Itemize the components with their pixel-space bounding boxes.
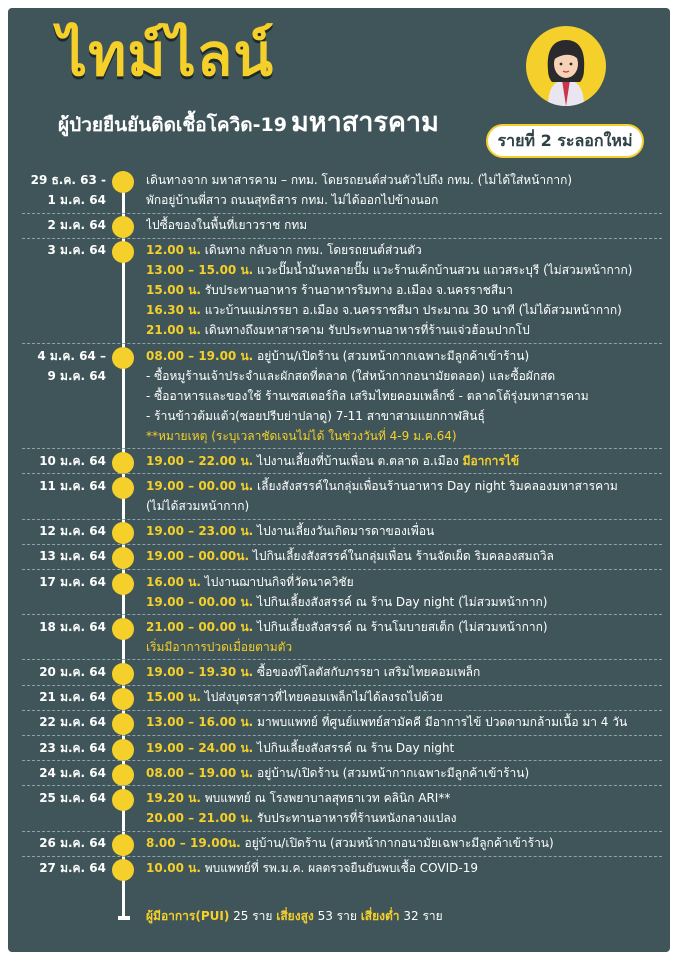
- entry-time: 20.00 – 21.00 น.: [146, 811, 254, 825]
- timeline-dot: [112, 618, 134, 640]
- risk-summary: [146, 906, 443, 926]
- entry-line: [146, 280, 661, 300]
- timeline-dot: [112, 859, 134, 881]
- entry-time: 8.00 – 19.00น.: [146, 836, 241, 851]
- entry-date: 9 ม.ค. 64: [47, 368, 106, 383]
- entry-line: [146, 366, 661, 386]
- entry-text: อยู่บ้าน/เปิดร้าน (สวมหน้ากากเฉพาะมีลูกค้าเข้าร้าน): [253, 348, 530, 363]
- entry-divider: [22, 831, 662, 832]
- woman-avatar-icon: [526, 26, 606, 106]
- entry-line: [146, 617, 661, 637]
- case-number-badge: รายที่ 2 ระลอกใหม่: [486, 124, 644, 158]
- entry-time: 19.20 น.: [146, 791, 201, 805]
- entry-time: 12.00 น.: [146, 243, 201, 258]
- entry-text: อยู่บ้าน/เปิดร้าน (สวมหน้ากากเฉพาะมีลูกค้าเข้าร้าน): [253, 765, 530, 780]
- timeline-dot: [112, 713, 134, 735]
- timeline-dot: [112, 663, 134, 685]
- entry-line: [146, 572, 661, 592]
- entry-divider: [22, 569, 662, 570]
- entry-time: 19.00 – 23.00 น.: [146, 524, 254, 539]
- entry-divider: [22, 760, 662, 761]
- entry-text: เริ่มมีอาการปวดเมื่อยตามตัว: [146, 639, 293, 654]
- entry-date: 29 ธ.ค. 63 -: [30, 173, 106, 187]
- entry-line: [146, 426, 661, 446]
- entry-line: [146, 476, 661, 496]
- entry-text: อยู่บ้าน/เปิดร้าน (สวมหน้ากากอนามัยเฉพาะมีลูกค้าเข้าร้าน): [240, 836, 554, 851]
- entry-divider: [22, 473, 662, 474]
- entry-text: แวะปั๊มน้ำมันหลายปั๊ม แวะร้านเค้กบ้านสวน แถวสระบุรี (ไม่สวมหน้ากาก): [253, 263, 633, 278]
- entry-line: [146, 521, 661, 541]
- entry-line: [146, 386, 661, 406]
- entry-date: 2 ม.ค. 64: [47, 218, 106, 233]
- entry-text: เลี้ยงสังสรรค์ในกลุ่มเพื่อนร้านอาหาร Day night ริมคลองมหาสารคาม: [253, 479, 618, 493]
- entry-text: เดินทาง กลับจาก กทม. โดยรถยนต์ส่วนตัว: [200, 243, 422, 258]
- entry-time: 08.00 – 19.00 น.: [146, 348, 254, 363]
- entry-date: 22 ม.ค. 64: [39, 715, 106, 730]
- timeline-dot: [112, 452, 134, 474]
- pui-label: ผู้มีอาการ(PUI): [146, 909, 230, 923]
- timeline-dot: [112, 171, 134, 193]
- timeline-dot: [112, 688, 134, 710]
- entry-date: 12 ม.ค. 64: [39, 524, 106, 539]
- entry-divider: [22, 785, 662, 786]
- entry-text: **หมายเหตุ (ระบุเวลาชัดเจนไม่ได้ ในช่วงวันที่ 4-9 ม.ค.64): [146, 428, 457, 443]
- entry-time: 19.00 – 00.00น.: [146, 549, 250, 564]
- entry-line: [146, 170, 661, 190]
- entry-time: 13.00 – 16.00 น.: [146, 715, 254, 730]
- entry-text: รับประทานอาหาร ร้านอาหารริมทาง อ.เมือง จ.นครราชสีมา: [200, 283, 513, 298]
- timeline-dot: [112, 573, 134, 595]
- entry-divider: [22, 659, 662, 660]
- entry-divider: [22, 448, 662, 449]
- entry-text: ไปซื้อของในพื้นที่เยาวราช กทม: [146, 218, 308, 233]
- entry-text: - ซื้ออาหารและของใช้ ร้านเซสเตอร์กิล เสริมไทยคอมเพล็กซ์ - ตลาดโต้รุ่งมหาสารคาม: [146, 388, 589, 403]
- entry-date: 20 ม.ค. 64: [39, 665, 106, 679]
- entry-divider: [22, 519, 662, 520]
- entry-time: 19.00 – 00.00 น.: [146, 479, 254, 493]
- entry-text: เดินทางจาก มหาสารคาม – กทม. โดยรถยนต์ส่วนตัวไปถึง กทม. (ไม่ได้ใส่หน้ากาก): [146, 173, 573, 187]
- symptom-highlight: มีอาการไข้: [462, 453, 520, 468]
- entry-date: 10 ม.ค. 64: [39, 453, 106, 468]
- entry-line: [146, 808, 661, 828]
- timeline-dot: [112, 216, 134, 238]
- entry-line: [146, 215, 661, 235]
- timeline-dot: [112, 477, 134, 499]
- entry-line: [146, 546, 661, 566]
- timeline-dot: [112, 241, 134, 263]
- entry-line: [146, 592, 661, 612]
- entry-date: 13 ม.ค. 64: [39, 549, 106, 564]
- entry-line: [146, 260, 661, 280]
- entry-time: 08.00 – 19.00 น.: [146, 765, 254, 780]
- entry-time: 10.00 น.: [146, 861, 201, 876]
- entry-line: [146, 496, 661, 516]
- entry-text: ซื้อของที่โลตัสกับภรรยา เสริมไทยคอมเพล็ก: [253, 665, 481, 679]
- entry-line: [146, 190, 661, 210]
- entry-time: 19.00 – 00.00 น.: [146, 594, 254, 609]
- entry-date: 26 ม.ค. 64: [39, 836, 106, 851]
- entry-date: 4 ม.ค. 64 –: [37, 348, 106, 363]
- high-risk-value: 53 ราย: [313, 909, 361, 923]
- patient-avatar-icon: [526, 26, 606, 106]
- entry-divider: [22, 343, 662, 344]
- entry-line: [146, 858, 661, 878]
- high-risk-label: เสี่ยงสูง: [276, 909, 314, 923]
- entry-time: 21.00 – 00.00 น.: [146, 619, 254, 634]
- entry-divider: [22, 614, 662, 615]
- entry-line: [146, 406, 661, 426]
- entry-date: 17 ม.ค. 64: [39, 574, 106, 589]
- entry-time: 21.00 น.: [146, 323, 201, 338]
- entry-text: ไปงานฌาปนกิจที่วัดนาควิชัย: [200, 574, 354, 589]
- entry-text: - ซื้อหมูร้านเจ้าประจำและผักสดที่ตลาด (ใส่หน้ากากอนามัยตลอด) และซื้อผักสด: [146, 368, 556, 383]
- entry-divider: [22, 685, 662, 686]
- timeline-dot: [112, 789, 134, 811]
- entry-text: พบแพทย์ ณ โรงพยาบาลสุทธาเวท คลินิก ARI**: [200, 791, 451, 805]
- entry-divider: [22, 710, 662, 711]
- entry-text: (ไม่ได้สวมหน้ากาก): [146, 499, 250, 513]
- entry-text: ไปกินเลี้ยงสังสรรค์ในกลุ่มเพื่อน ร้านจัดเผ็ด ริมคลองสมถวิล: [249, 549, 554, 564]
- entry-date: 25 ม.ค. 64: [39, 791, 106, 805]
- entry-line: [146, 300, 661, 320]
- timeline-poster: [8, 8, 670, 952]
- entry-date: 27 ม.ค. 64: [39, 861, 106, 876]
- entry-time: 16.30 น.: [146, 303, 201, 318]
- entry-text: ไปกินเลี้ยงสังสรรค์ ณ ร้านโมบายสเต็ก (ไม่สวมหน้ากาก): [253, 619, 548, 634]
- entry-text: ไปกินเลี้ยงสังสรรค์ ณ ร้าน Day night (ไม่สวมหน้ากาก): [253, 594, 548, 609]
- page-subtitle: [58, 100, 439, 143]
- entry-line: [146, 833, 661, 853]
- entry-time: 13.00 – 15.00 น.: [146, 263, 254, 278]
- timeline-dot: [112, 547, 134, 569]
- subtitle-prefix: ผู้ป่วยยืนยันติดเชื้อโควิด-19: [58, 114, 287, 136]
- entry-date: 18 ม.ค. 64: [39, 619, 106, 634]
- low-risk-value: 32 ราย: [399, 909, 443, 923]
- low-risk-label: เสี่ยงต่ำ: [360, 909, 400, 923]
- entry-text: พักอยู่บ้านพี่สาว ถนนสุทธิสาร กทม. ไม่ได้ออกไปข้างนอก: [146, 193, 439, 207]
- entry-text: ไปส่งบุตรสาวที่ไทยคอมเพล็กไม่ได้ลงรถไปด้วย: [200, 690, 443, 705]
- entry-text: พบแพทย์ที่ รพ.ม.ค. ผลตรวจยืนยันพบเชื้อ COVID-19: [200, 861, 478, 876]
- entry-text: ไปกินเลี้ยงสังสรรค์ ณ ร้าน Day night: [253, 740, 455, 755]
- page-title: ไทม์ไลน์: [58, 21, 274, 89]
- entry-divider: [22, 213, 662, 214]
- entry-divider: [22, 735, 662, 736]
- entry-time: 15.00 น.: [146, 283, 201, 298]
- entry-date: 11 ม.ค. 64: [39, 479, 106, 493]
- timeline-end: [118, 916, 130, 920]
- entry-line: [146, 451, 661, 471]
- entry-time: 15.00 น.: [146, 690, 201, 705]
- entry-date: 21 ม.ค. 64: [39, 690, 106, 705]
- entry-line: [146, 320, 661, 340]
- timeline-dot: [112, 522, 134, 544]
- entry-text: - ร้านข้าวต้มแต้ว(ซอยปรีบย่าปลาดู) 7-11 สาขาสามแยกกาฬสินธุ์: [146, 408, 485, 423]
- entry-line: [146, 712, 661, 732]
- entry-divider: [22, 856, 662, 857]
- subtitle-place: มหาสารคาม: [290, 107, 439, 138]
- entry-text: แวะบ้านแม่ภรรยา อ.เมือง จ.นครราชสีมา ประมาณ 30 นาที (ไม่ได้สวมหน้ากาก): [200, 303, 622, 318]
- entry-date: 24 ม.ค. 64: [39, 765, 106, 780]
- entry-line: [146, 687, 661, 707]
- entry-text: ไปงานเลี้ยงที่บ้านเพื่อน ต.ตลาด อ.เมือง: [253, 453, 463, 468]
- entry-line: [146, 346, 661, 366]
- entry-time: 19.00 – 22.00 น.: [146, 453, 254, 468]
- entry-line: [146, 662, 661, 682]
- entry-line: [146, 240, 661, 260]
- entry-date: 1 ม.ค. 64: [47, 193, 106, 207]
- entry-line: [146, 738, 661, 758]
- timeline-dot: [112, 739, 134, 761]
- timeline-dot: [112, 347, 134, 369]
- entry-text: รับประทานอาหารที่ร้านหนังกลางแปลง: [253, 811, 457, 825]
- entry-text: มาพบแพทย์ ที่ศูนย์แพทย์สามัคคี มีอาการไข้ ปวดตามกล้ามเนื้อ มา 4 วัน: [253, 715, 628, 730]
- entry-text: เดินทางถึงมหาสารคาม รับประทานอาหารที่ร้านแจ่วฮ้อนปากโป: [200, 323, 530, 338]
- entry-text: ไปงานเลี้ยงวันเกิดมารดาของเพื่อน: [253, 524, 435, 539]
- entry-line: [146, 637, 661, 657]
- entry-date: 3 ม.ค. 64: [47, 243, 106, 258]
- entry-time: 19.00 – 24.00 น.: [146, 740, 254, 755]
- entry-time: 19.00 – 19.30 น.: [146, 665, 254, 679]
- entry-line: [146, 763, 661, 783]
- timeline-dot: [112, 834, 134, 856]
- timeline-dot: [112, 764, 134, 786]
- entry-divider: [22, 544, 662, 545]
- pui-value: 25 ราย: [229, 909, 277, 923]
- entry-line: [146, 788, 661, 808]
- entry-date: 23 ม.ค. 64: [39, 740, 106, 755]
- entry-time: 16.00 น.: [146, 574, 201, 589]
- entry-divider: [22, 238, 662, 239]
